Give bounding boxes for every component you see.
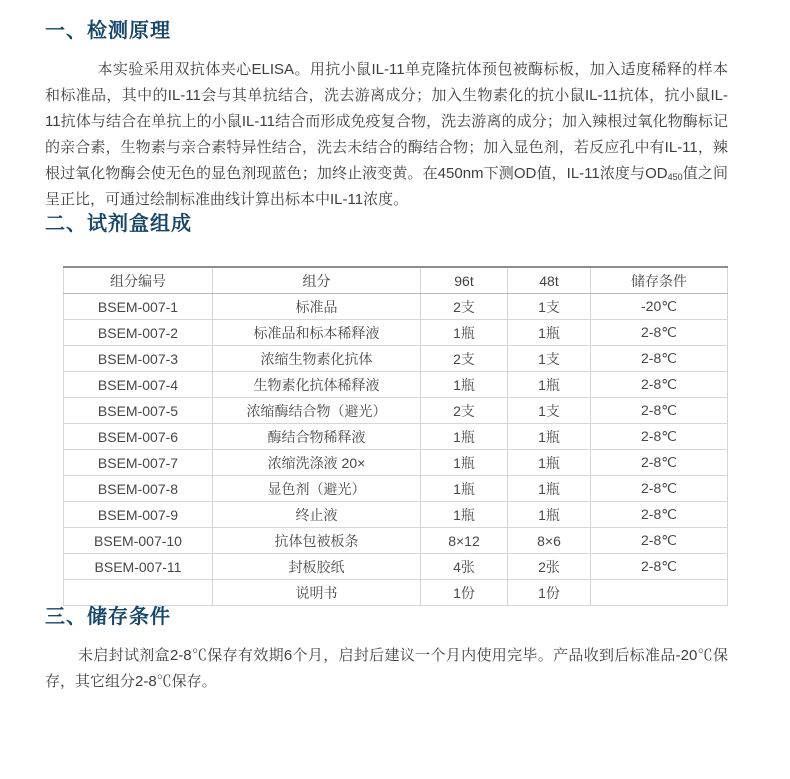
table-cell: 1瓶 (508, 372, 591, 398)
table-cell: 封板胶纸 (213, 554, 421, 580)
table-row (64, 294, 728, 320)
section2-heading: 二、试剂盒组成 (45, 213, 192, 235)
table-cell: 浓缩酶结合物（避光） (213, 398, 421, 424)
table-cell (591, 580, 728, 606)
table-cell: 1瓶 (508, 450, 591, 476)
table-cell (64, 580, 213, 606)
table-cell: 生物素化抗体稀释液 (213, 372, 421, 398)
od450-subscript: 450 (667, 172, 683, 182)
table-cell: 2-8℃ (591, 398, 728, 424)
table-cell: 4张 (421, 554, 508, 580)
table-cell: 浓缩洗涤液 20× (213, 450, 421, 476)
table-header-cell-component-id: 组分编号 (64, 267, 213, 294)
table-cell: BSEM-007-11 (64, 554, 213, 580)
table-cell: 2-8℃ (591, 320, 728, 346)
table-row (64, 346, 728, 372)
table-row (64, 450, 728, 476)
table-cell: 酶结合物稀释液 (213, 424, 421, 450)
table-cell: 2支 (421, 398, 508, 424)
table-cell: 1瓶 (421, 450, 508, 476)
table-cell: BSEM-007-8 (64, 476, 213, 502)
table-row (64, 372, 728, 398)
table-cell: 8×6 (508, 528, 591, 554)
table-cell: BSEM-007-2 (64, 320, 213, 346)
table-cell: 2支 (421, 346, 508, 372)
table-cell: 1瓶 (508, 502, 591, 528)
kit-table-header (64, 267, 728, 294)
table-row (64, 424, 728, 450)
storage-paragraph: 未启封试剂盒2-8℃保存有效期6个月，启封后建议一个月内使用完毕。产品收到后标准品-20℃保存，其它组分2-8℃保存。 (45, 647, 728, 690)
table-cell: 1支 (508, 398, 591, 424)
section3-heading: 三、储存条件 (45, 606, 171, 628)
table-cell: -20℃ (591, 294, 728, 320)
principle-paragraph (45, 57, 728, 213)
table-cell: 说明书 (213, 580, 421, 606)
table-header-cell-96t: 96t (421, 267, 508, 294)
table-cell: 2-8℃ (591, 502, 728, 528)
table-cell: 8×12 (421, 528, 508, 554)
table-cell: 1份 (421, 580, 508, 606)
table-cell: 1瓶 (508, 320, 591, 346)
table-row (64, 502, 728, 528)
table-cell: 1支 (508, 294, 591, 320)
table-header-cell-48t: 48t (508, 267, 591, 294)
table-cell: 抗体包被板条 (213, 528, 421, 554)
kit-components-table (63, 266, 728, 606)
table-cell: 2-8℃ (591, 450, 728, 476)
principle-text-after-sub: 值之间呈正比，可通过绘制标准曲线计算出标本中IL-11浓度。 (45, 165, 728, 208)
table-header-row (64, 267, 728, 294)
table-cell: 显色剂（避光） (213, 476, 421, 502)
table-cell: 1瓶 (421, 372, 508, 398)
table-row (64, 476, 728, 502)
table-cell: BSEM-007-6 (64, 424, 213, 450)
table-cell: 1瓶 (508, 476, 591, 502)
table-cell: BSEM-007-9 (64, 502, 213, 528)
table-row (64, 528, 728, 554)
table-cell: 2张 (508, 554, 591, 580)
principle-text-before-sub: 本实验采用双抗体夹心ELISA。用抗小鼠IL-11单克隆抗体预包被酶标板，加入适度稀释的样本和标准品，其中的IL-11会与其单抗结合，洗去游离成分；加入生物素化的抗小鼠IL-11抗体，抗小鼠IL-11抗体与结合在单抗上的小鼠IL-11结合而形成免疫复合物，洗去游离的成分；加入辣根过氧化物酶标记的亲合素，生物素与亲合素特异性结合，洗去未结合的酶结合物；加入显色剂，若反应孔中有IL-11，辣根过氧化物酶会使无色的显色剂现蓝色；加终止液变黄。在450nm下测OD值，IL-11浓度与OD (45, 61, 728, 182)
table-cell: BSEM-007-10 (64, 528, 213, 554)
table-cell: 1份 (508, 580, 591, 606)
table-cell: BSEM-007-5 (64, 398, 213, 424)
table-header-cell-component: 组分 (213, 267, 421, 294)
table-row (64, 580, 728, 606)
table-cell: 2-8℃ (591, 554, 728, 580)
table-row (64, 320, 728, 346)
table-cell: 标准品 (213, 294, 421, 320)
table-cell: 1瓶 (508, 424, 591, 450)
table-cell: 标准品和标本稀释液 (213, 320, 421, 346)
table-header-cell-storage: 储存条件 (591, 267, 728, 294)
table-row (64, 554, 728, 580)
table-cell: 2-8℃ (591, 372, 728, 398)
table-cell: BSEM-007-7 (64, 450, 213, 476)
section1-heading: 一、检测原理 (45, 20, 171, 42)
table-cell: 1支 (508, 346, 591, 372)
table-cell: BSEM-007-4 (64, 372, 213, 398)
table-cell: 终止液 (213, 502, 421, 528)
table-cell: 2-8℃ (591, 346, 728, 372)
table-cell: 1瓶 (421, 320, 508, 346)
table-cell: 1瓶 (421, 502, 508, 528)
table-cell: 2支 (421, 294, 508, 320)
table-cell: 1瓶 (421, 424, 508, 450)
table-cell: 浓缩生物素化抗体 (213, 346, 421, 372)
table-cell: 2-8℃ (591, 424, 728, 450)
table-row (64, 398, 728, 424)
table-cell: BSEM-007-1 (64, 294, 213, 320)
table-cell: 2-8℃ (591, 476, 728, 502)
table-cell: 1瓶 (421, 476, 508, 502)
table-cell: BSEM-007-3 (64, 346, 213, 372)
kit-table-body (64, 294, 728, 606)
table-cell: 2-8℃ (591, 528, 728, 554)
